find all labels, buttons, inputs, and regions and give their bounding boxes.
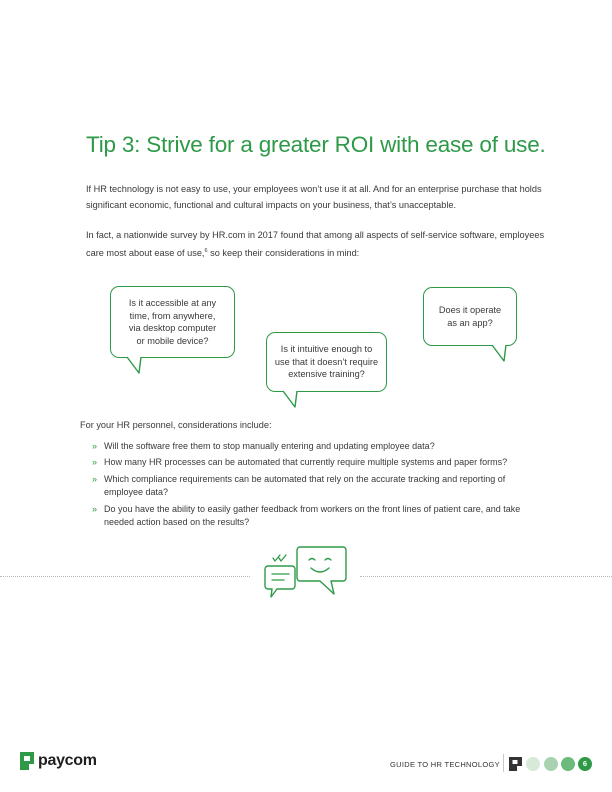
dotted-divider-right (360, 576, 612, 577)
paycom-mark-icon (509, 757, 522, 771)
list-item: » Which compliance requirements can be automated that rely on the accurate tracking and reporting of employee data? (92, 473, 506, 498)
intro-paragraph: If HR technology is not easy to use, your employees won’t use it at all. And for an enterprise purchase that holds significant economic, functional and cultural impacts on your business, that’s unacceptable. (86, 184, 542, 210)
bubble-text: Is it accessible at any time, from anywhere, via desktop computer or mobile device? (128, 298, 217, 346)
progress-dot (544, 757, 558, 771)
considerations-lead: For your HR personnel, considerations include: (80, 420, 272, 430)
speech-bubble-accessibility (110, 286, 235, 358)
page-number: 6 (578, 757, 592, 771)
bubble-text: Does it operate as an app? (438, 305, 502, 328)
footnote-ref: 6 (204, 248, 208, 254)
survey-text-end: so keep their considerations in mind: (207, 248, 360, 259)
chevron-bullet-icon: » (92, 441, 98, 451)
list-item: » Will the software free them to stop manually entering and updating employee data? (92, 440, 542, 454)
bubble-tail (126, 355, 146, 377)
bubble-tail (282, 389, 302, 411)
list-item: » How many HR processes can be automated that currently require multiple systems and paper forms? (92, 456, 542, 470)
speech-bubble-intuitive (266, 332, 387, 392)
chevron-bullet-icon: » (92, 503, 98, 514)
bubble-tail (491, 343, 511, 365)
progress-dot (526, 757, 540, 771)
footer-guide-label: GUIDE TO HR TECHNOLOGY (390, 760, 500, 769)
paycom-logo-icon (20, 752, 34, 770)
page-title: Tip 3: Strive for a greater ROI with ease of use. (86, 132, 546, 157)
dotted-divider-left (0, 576, 250, 577)
survey-text: In fact, a nationwide survey by HR.com in 2017 found that among all aspects of self-service software, employees care most about ease of use, (86, 230, 545, 259)
bubble-text: Is it intuitive enough to use that it doesn’t require extensive training? (274, 344, 379, 380)
chevron-bullet-icon: » (92, 473, 98, 484)
paycom-wordmark: paycom (38, 752, 97, 769)
footer-divider (503, 754, 504, 772)
paycom-logo (20, 752, 97, 770)
considerations-list (92, 440, 542, 533)
list-item: » Do you have the ability to easily gather feedback from workers on the front lines of patient care, and take needed action based on the results? (92, 503, 521, 528)
progress-dot (561, 757, 575, 771)
speech-bubble-app (423, 287, 517, 346)
survey-paragraph (86, 227, 546, 261)
chevron-bullet-icon: » (92, 457, 98, 468)
chat-feedback-icon (262, 546, 350, 602)
